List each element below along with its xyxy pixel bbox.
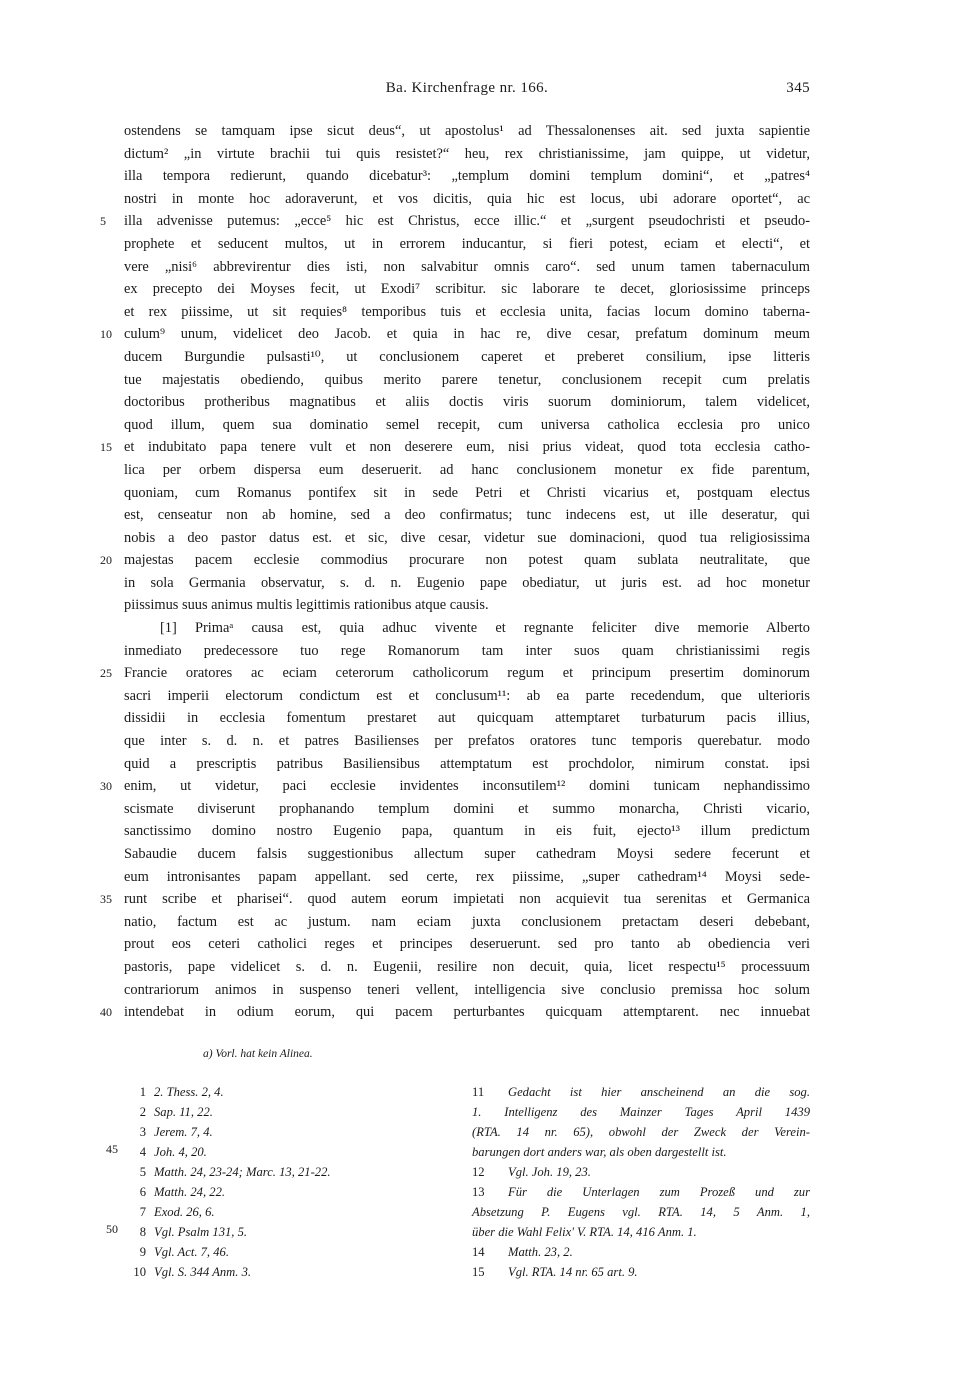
text-line <box>124 301 810 324</box>
line-text: dictum² „in virtute brachii tui quis resistet?“ heu, rex christianissime, jam quippe, ut videtur, <box>124 145 810 162</box>
text-line <box>124 278 810 301</box>
footnote-text: Für die Unterlagen zum Prozeß und zur <box>508 1185 810 1199</box>
footnotes-right-column <box>472 1082 810 1282</box>
text-line <box>124 685 810 708</box>
line-text: illa advenisse putemus: „ecce⁵ hic est Christus, ecce illic.“ et „surgent pseudochristi et pseudo- <box>124 213 810 230</box>
text-line <box>124 414 810 437</box>
footnote-number: 8 <box>139 1225 146 1239</box>
textual-note: a) Vorl. hat kein Alinea. <box>203 1048 313 1060</box>
footnote-number: 12 <box>472 1165 485 1179</box>
footnote-line <box>472 1182 810 1202</box>
text-line <box>124 369 810 392</box>
line-text: sanctissimo domino nostro Eugenio papa, quantum in eis fuit, ejecto¹³ illum predictum <box>124 823 810 840</box>
footnote-line <box>472 1222 810 1242</box>
footnote-number: 1 <box>139 1085 146 1099</box>
footnote-line <box>472 1122 810 1142</box>
footnote-number: 7 <box>139 1205 146 1219</box>
text-line <box>124 640 810 663</box>
footnote-text: Vgl. RTA. 14 nr. 65 art. 9. <box>508 1265 638 1279</box>
line-text: quod illum, quem sua dominatio semel recepit, cum universa catholica ecclesia pro unico <box>124 416 810 433</box>
text-line <box>124 933 810 956</box>
line-text: ducem Burgundie pulsasti¹⁰, ut conclusionem caperet et preberet consilium, ipse litteris <box>124 348 810 365</box>
line-text: pastoris, pape videlicet s. d. n. Eugenii, resilire non decuit, quia, licet respectu¹⁵ processuum <box>124 958 810 975</box>
text-line <box>124 143 810 166</box>
line-number: 20 <box>100 553 112 568</box>
footnote-number: 14 <box>472 1245 485 1259</box>
running-title: Ba. Kirchenfrage nr. 166. <box>385 80 549 96</box>
text-line <box>124 843 810 866</box>
line-text: culum⁹ unum, videlicet deo Jacob. et quia in hac re, dive cesar, prefatum dominum meum <box>124 326 810 343</box>
footnote <box>124 1182 444 1202</box>
text-line <box>124 979 810 1002</box>
line-text: contrariorum animos in suspenso teneri vellent, intelligencia sive conclusio premissa hoc solum <box>124 981 810 998</box>
line-text: Francie oratores ac eciam ceterorum catholicorum regum et principum presertim dominorum <box>124 665 810 682</box>
footnote-line <box>472 1242 810 1262</box>
footnote <box>124 1082 444 1102</box>
text-line <box>124 753 810 776</box>
text-line <box>124 572 810 595</box>
line-number: 35 <box>100 892 112 907</box>
footnote-number: 4 <box>139 1145 146 1159</box>
line-number: 30 <box>100 779 112 794</box>
text-line <box>124 256 810 279</box>
footnote-line <box>472 1202 810 1222</box>
footnote-line-number: 45 <box>106 1142 118 1156</box>
footnote-number: 9 <box>139 1245 146 1259</box>
footnote-line <box>472 1162 810 1182</box>
text-line <box>124 482 810 505</box>
footnote <box>124 1102 444 1122</box>
text-line <box>124 911 810 934</box>
text-line <box>124 120 810 143</box>
text-line <box>124 346 810 369</box>
footnote <box>124 1222 444 1242</box>
text-line <box>124 165 810 188</box>
footnote-text: Absetzung P. Eugens vgl. RTA. 14, 5 Anm. 1, <box>472 1205 810 1219</box>
text-line <box>100 1001 810 1024</box>
text-line <box>124 459 810 482</box>
line-number: 15 <box>100 440 112 455</box>
text-line <box>124 707 810 730</box>
footnote-text: 2. Thess. 2, 4. <box>154 1085 224 1099</box>
line-text: prophete et seducent multos, ut in errorem inducantur, si fieri potest, eciam et electi“, et <box>124 235 810 252</box>
line-text: et rex piissime, ut sit requies⁸ temporibus tuis et ecclesia unita, facias locum domino taberna- <box>124 303 810 320</box>
footnote-number: 15 <box>472 1265 485 1279</box>
footnote-text: barungen dort anders war, als oben dargestellt ist. <box>472 1145 727 1159</box>
line-text: tue majestatis obediendo, quibus merito parere tenetur, conclusionem recepit cum prelatis <box>124 371 810 388</box>
line-text: majestas pacem ecclesie commodius procurare non potest quam sublata neutralitate, que <box>124 552 810 569</box>
footnote-number: 5 <box>139 1165 146 1179</box>
footnote-number: 13 <box>472 1185 485 1199</box>
footnote <box>124 1202 444 1222</box>
footnote-line-number: 50 <box>106 1222 118 1236</box>
line-number: 25 <box>100 666 112 681</box>
line-text: illa tempora redierunt, quando dicebatur³: „templum domini templum domini“, et „patres⁴ <box>124 168 810 185</box>
line-text: est, censeatur non ab homine, sed a deo confirmatus; tunc indecens est, ut ille deseratur, qui <box>124 507 810 524</box>
main-text <box>100 120 810 1024</box>
footnote-text: Vgl. Act. 7, 46. <box>154 1245 229 1259</box>
line-text: doctoribus protheribus magnatibus et aliis doctis viris suorum dominiorum, talem videlicet, <box>124 394 810 411</box>
line-text: piissimus suus animus multis legittimis rationibus atque causis. <box>124 597 489 614</box>
line-text: prout eos ceteri catholici reges et principes deseruerunt. sed pro tanto ab obediencia veri <box>124 936 810 953</box>
text-line <box>124 617 810 640</box>
footnote <box>124 1122 444 1142</box>
text-line <box>124 391 810 414</box>
footnote <box>124 1242 444 1262</box>
line-text: eum intronisantes papam appellant. sed certe, rex piissime, „super cathedram¹⁴ Moysi sede- <box>124 868 810 885</box>
footnote-text: Matth. 24, 22. <box>154 1185 226 1199</box>
text-line <box>100 775 810 798</box>
footnote-text: Jerem. 7, 4. <box>154 1125 213 1139</box>
line-text: [1] Primaᵃ causa est, quia adhuc vivente et regnante feliciter dive memorie Alberto <box>160 620 810 637</box>
line-text: dissidii in ecclesia fomentum prestaret aut quicquam attemptaret turbaturum pacis illius, <box>124 710 810 727</box>
line-text: Sabaudie ducem falsis suggestionibus allectum super cathedram Moysi sedere fecerunt et <box>124 846 810 862</box>
footnotes-left-column <box>124 1082 444 1282</box>
footnote-line <box>472 1102 810 1122</box>
footnote-text: Gedacht ist hier anscheinend an die sog. <box>508 1085 810 1099</box>
line-text: et indubitato papa tenere vult et non deserere eum, nisi prius videat, quod tota ecclesia catho- <box>124 439 810 456</box>
line-number: 5 <box>100 214 106 229</box>
line-text: nobis a deo pastor datus est. et sic, dive cesar, videtur sue dominacioni, quod tua religiosissima <box>124 529 810 546</box>
text-line <box>124 798 810 821</box>
line-text: enim, ut videtur, paci ecclesie invidentes inconsutilem¹² domini tunicam nephandissimo <box>124 778 810 795</box>
page-number: 345 <box>786 80 810 96</box>
line-text: lica per orbem dispersa eum deseruerit. ad hanc conclusionem monetur ex fide parentum, <box>124 461 810 478</box>
footnote-text: Joh. 4, 20. <box>154 1145 207 1159</box>
line-text: vere „nisi⁶ abbrevirentur dies isti, non salvabitur omnis caro“. sed unum tamen tabernaculum <box>124 258 810 275</box>
footnote-text: 1. Intelligenz des Mainzer Tages April 1439 <box>472 1105 810 1119</box>
footnote-text: Exod. 26, 6. <box>154 1205 215 1219</box>
footnote-text: Sap. 11, 22. <box>154 1105 213 1119</box>
line-text: ostendens se tamquam ipse sicut deus“, ut apostolus¹ ad Thessalonenses ait. sed juxta sapientie <box>124 123 810 139</box>
footnote-text: Vgl. Joh. 19, 23. <box>508 1165 591 1179</box>
text-line <box>124 956 810 979</box>
footnote-text: Vgl. Psalm 131, 5. <box>154 1225 248 1239</box>
text-line <box>124 866 810 889</box>
footnote-number: 10 <box>133 1265 146 1279</box>
text-line <box>124 233 810 256</box>
line-text: sacri imperii electorum condictum est et conclusum¹¹: ab ea parte recedendum, que ulterioris <box>124 687 810 704</box>
text-line <box>124 594 810 617</box>
text-line <box>100 210 810 233</box>
footnote <box>124 1142 444 1162</box>
line-number: 40 <box>100 1005 112 1020</box>
footnote-line <box>472 1262 810 1282</box>
footnote-text: (RTA. 14 nr. 65), obwohl der Zweck der Verein- <box>472 1125 810 1139</box>
footnote-number: 2 <box>139 1105 146 1119</box>
footnote-line <box>472 1082 810 1102</box>
footnote-text: über die Wahl Felix' V. RTA. 14, 416 Anm. 1. <box>472 1225 697 1239</box>
line-text: ex precepto dei Moyses fecit, ut Exodi⁷ scribitur. sic laborare te decet, gloriosissime princeps <box>124 281 810 298</box>
text-line <box>124 527 810 550</box>
line-text: nostri in monte hoc adoraverunt, et vos dicitis, quia hic est locus, ubi adorare oportet“, ac <box>124 190 810 207</box>
footnote-number: 3 <box>139 1125 146 1139</box>
line-text: quoniam, cum Romanus pontifex sit in sede Petri et Christi vicarius et, postquam electus <box>124 484 810 501</box>
text-line <box>100 323 810 346</box>
text-line <box>124 730 810 753</box>
text-line <box>124 188 810 211</box>
footnote-text: Vgl. S. 344 Anm. 3. <box>154 1265 252 1279</box>
line-text: inmediato predecessore tuo rege Romanorum tam inter suos quam christianissimi regis <box>124 642 810 659</box>
text-line <box>100 662 810 685</box>
text-line <box>100 888 810 911</box>
text-line <box>100 436 810 459</box>
line-text: scismate diviserunt prophanando templum domini et summo monarcha, Christi vicario, <box>124 800 810 817</box>
footnote <box>124 1262 444 1282</box>
text-line <box>124 504 810 527</box>
footnote-number: 6 <box>139 1185 146 1199</box>
footnote-text: Matth. 24, 23-24; Marc. 13, 21-22. <box>154 1165 331 1179</box>
line-text: que inter s. d. n. et patres Basilienses per prefatos oratores tunc temporis querebatur. modo <box>124 733 810 750</box>
footnote-line <box>472 1142 810 1162</box>
text-line <box>100 549 810 572</box>
line-text: runt scribe et pharisei“. quod autem eorum impietati non acquievit tua serenitas et Germanica <box>124 891 810 908</box>
line-number: 10 <box>100 327 112 342</box>
footnote-number: 11 <box>472 1085 485 1099</box>
footnote-text: Matth. 23, 2. <box>508 1245 573 1259</box>
line-text: intendebat in odium eorum, qui pacem perturbantes quicquam attemptarent. nec innuebat <box>124 1004 810 1021</box>
line-text: natio, factum est ac justum. nam eciam juxta conclusionem pretactam deseri debebant, <box>124 913 810 930</box>
footnote <box>124 1162 444 1182</box>
line-text: in sola Germania observatur, s. d. n. Eugenio pape obediatur, ut juris est. ad hoc monetur <box>124 574 810 591</box>
line-text: quid a prescriptis patribus Basiliensibus attemptatum est prochdolor, nimirum constat. ipsi <box>124 755 810 772</box>
text-line <box>124 820 810 843</box>
